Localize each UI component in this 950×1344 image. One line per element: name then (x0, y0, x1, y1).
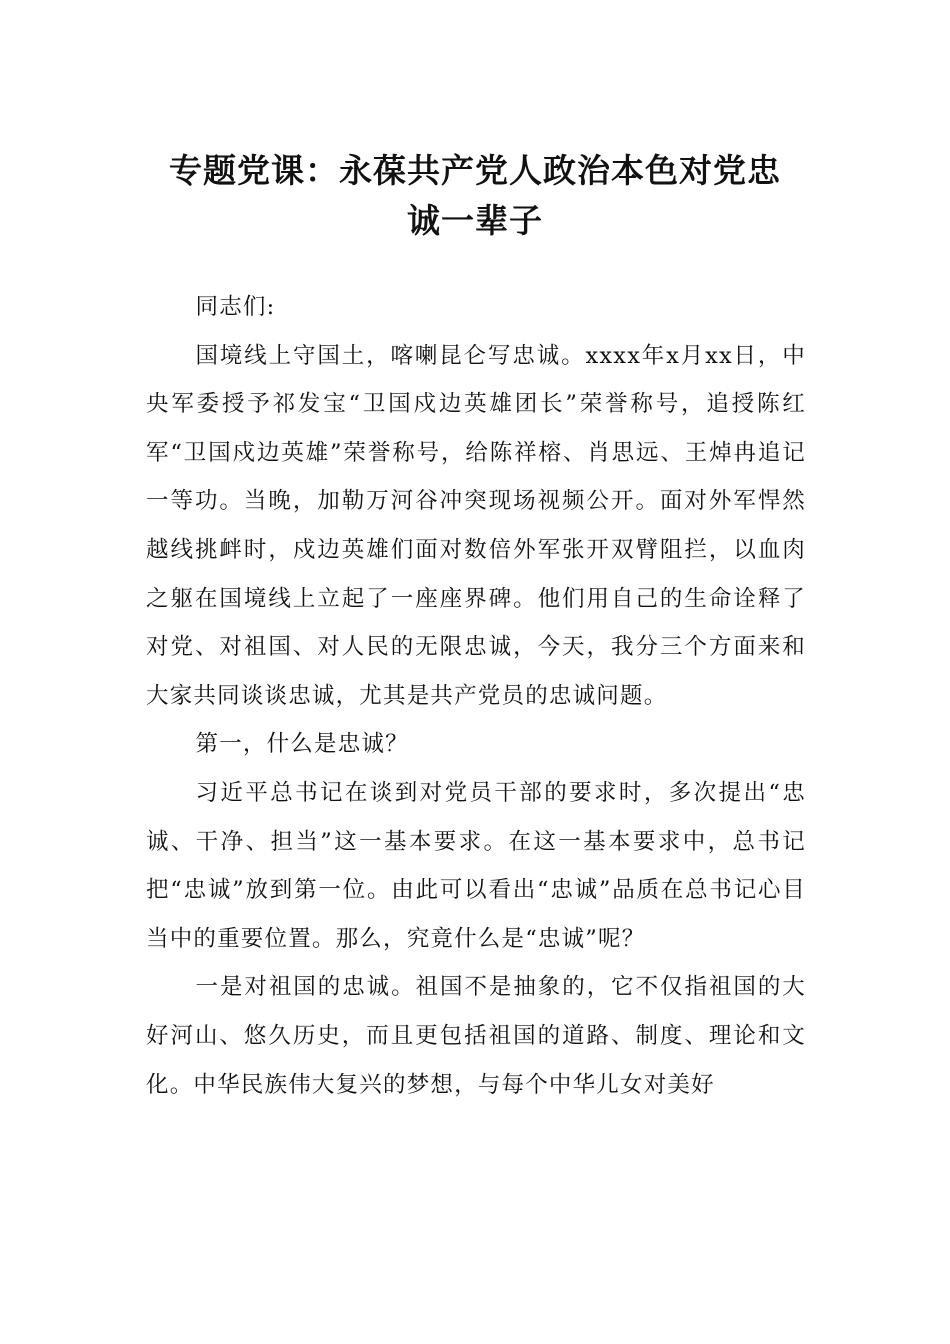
document-title (130, 146, 820, 246)
paragraph-loyalty-to-motherland: 一是对祖国的忠诚。祖国不是抽象的，它不仅指祖国的大好河山、悠久历史，而且更包括祖国的道路、制度、理论和文化。中华民族伟大复兴的梦想，与每个中华儿女对美好 (146, 974, 806, 1098)
document-body (146, 283, 806, 1109)
section-heading-1: 第一，什么是忠诚？ (195, 731, 409, 758)
title-line-2: 诚一辈子 (407, 201, 543, 240)
paragraph-loyalty-definition: 习近平总书记在谈到对党员干部的要求时，多次提出“忠诚、干净、担当”这一基本要求。在这一基本要求中，总书记把“忠诚”放到第一位。由此可以看出“忠诚”品质在总书记心目当中的重要位置。那么，究竟什么是“忠诚”呢？ (146, 779, 806, 952)
title-line-1: 专题党课：永葆共产党人政治本色对党忠 (169, 151, 781, 190)
paragraph-salutation: 同志们: (195, 294, 276, 320)
paragraph-intro: 国境线上守国土，喀喇昆仑写忠诚。xxxx年x月xx日，中央军委授予祁发宝“卫国戍边英雄团长”荣誉称号，追授陈红军“卫国戍边英雄”荣誉称号，给陈祥榕、肖思远、王焯冉追记一等功。当晚，加勒万河谷冲突现场视频公开。面对外军悍然越线挑衅时，戍边英雄们面对数倍外军张开双臂阻拦，以血肉之躯在国境线上立起了一座座界碑。他们用自己的生命诠释了对党、对祖国、对人民的无限忠诚，今天，我分三个方面来和大家共同谈谈忠诚，尤其是共产党员的忠诚问题。 (146, 342, 806, 709)
